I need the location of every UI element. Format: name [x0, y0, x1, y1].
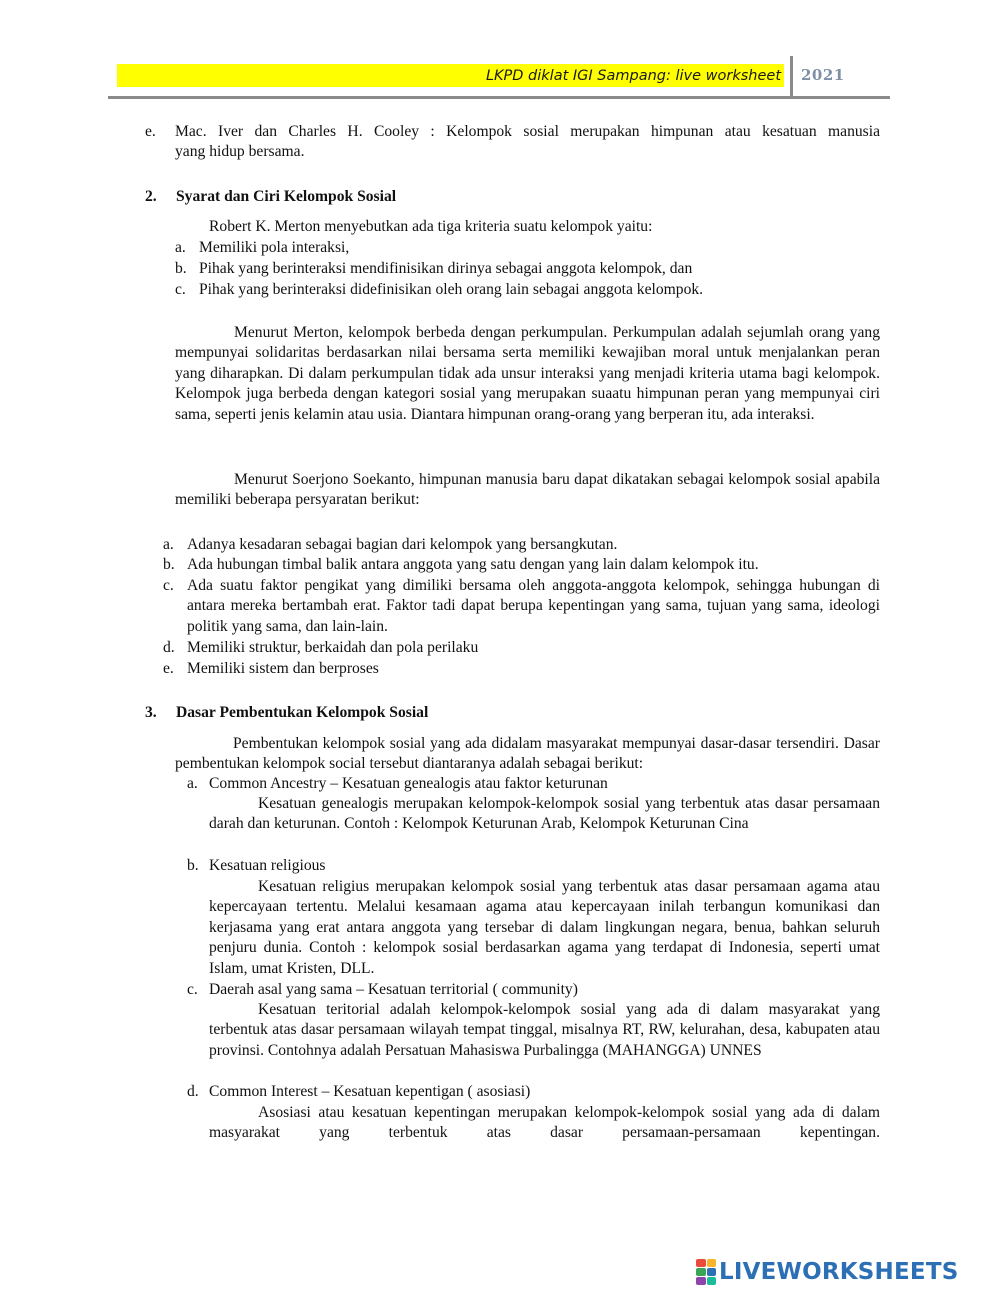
section-number: 2. [145, 188, 157, 205]
watermark-text: LIVEWORKSHEETS [719, 1259, 959, 1285]
list-item-text: Ada suatu faktor pengikat yang dimiliki bersama oleh anggota-anggota kelompok, sehingga hubungan di antara mereka bertambah erat. Faktor tadi dapat berupa kepentingan yang sama, tujuan yang sama, ideologi politik yang sama, dan lain-lain. [187, 577, 880, 635]
list-label: d. [187, 1083, 199, 1100]
list-label: b. [187, 857, 199, 874]
section-title: Syarat dan Ciri Kelompok Sosial [176, 188, 397, 205]
header-divider [790, 56, 793, 97]
logo-block [696, 1277, 706, 1285]
list-item-text: Pihak yang berinteraksi mendifinisikan dirinya sebagai anggota kelompok, dan [199, 260, 693, 277]
logo-block [707, 1259, 717, 1267]
list-label: e. [145, 123, 156, 140]
list-item-title: Daerah asal yang sama – Kesatuan territorial ( community) [209, 981, 578, 998]
paragraph-soekanto: Menurut Soerjono Soekanto, himpunan manusia baru dapat dikatakan sebagai kelompok sosial apabila memiliki beberapa persyaratan berikut: [175, 471, 880, 509]
liveworksheets-watermark [696, 1257, 958, 1287]
list-item-text: Pihak yang berinteraksi didefinisikan oleh orang lain sebagai anggota kelompok. [199, 281, 704, 298]
list-item-text: Adanya kesadaran sebagai bagian dari kelompok yang bersangkutan. [187, 536, 618, 553]
header-title: LKPD diklat IGI Sampang: live worksheet [485, 68, 781, 84]
section-number: 3. [145, 704, 157, 721]
logo-block [696, 1259, 706, 1267]
section-intro: Pembentukan kelompok sosial yang ada didalam masyarakat mempunyai dasar-dasar tersendiri. Dasar pembentukan kelompok social tersebut diantaranya adalah sebagai berikut: [175, 735, 880, 773]
list-item-text: Mac. Iver dan Charles H. Cooley : Kelompok sosial merupakan himpunan atau kesatuan manusia yang hidup bersama. [175, 123, 880, 161]
list-label: c. [163, 577, 174, 594]
list-item-text: Memiliki struktur, berkaidah dan pola perilaku [187, 639, 479, 656]
liveworksheets-logo-icon [696, 1259, 716, 1285]
list-item-title: Common Interest – Kesatuan kepentigan ( asosiasi) [209, 1083, 531, 1100]
list-label: b. [175, 260, 187, 277]
logo-block [707, 1268, 717, 1276]
list-label: a. [163, 536, 174, 553]
header-year: 2021 [801, 66, 845, 84]
list-item-text: Kesatuan genealogis merupakan kelompok-kelompok sosial yang terbentuk atas dasar persamaan darah dan keturunan. Contoh : Kelompok Keturunan Arab, Kelompok Keturunan Cina [209, 795, 880, 833]
list-label: d. [163, 639, 175, 656]
logo-block [707, 1277, 717, 1285]
list-label: a. [187, 775, 198, 792]
list-label: a. [175, 239, 186, 256]
list-item-text: Memiliki pola interaksi, [199, 239, 350, 256]
list-label: c. [187, 981, 198, 998]
list-item-title: Kesatuan religious [209, 857, 326, 874]
list-label: c. [175, 281, 186, 298]
logo-block [696, 1268, 706, 1276]
list-label: e. [163, 660, 174, 677]
list-item-text: Kesatuan religius merupakan kelompok sosial yang terbentuk atas dasar persamaan agama atau kepercayaan tertentu. Melalui kesamaan agama atau kepercayaan inilah terbangun komunikasi dan kerjasama yang erat antara anggota yang tersebar di dalam lingkungan negara, benua, bahkan seluruh penjuru dunia. Contoh : kelompok sosial berdasarkan agama yang terdapat di Indonesia, seperti umat Islam, umat Kristen, DLL. [209, 878, 880, 977]
list-item-title: Common Ancestry – Kesatuan genealogis atau faktor keturunan [209, 775, 608, 792]
section-title: Dasar Pembentukan Kelompok Sosial [176, 704, 429, 721]
list-label: b. [163, 556, 175, 573]
list-item-text: Kesatuan teritorial adalah kelompok-kelompok sosial yang ada di dalam masyarakat yang terbentuk atas dasar persamaan wilayah tempat tinggal, misalnya RT, RW, kelurahan, desa, kabupaten atau provinsi. Contohnya adalah Persatuan Mahasiswa Purbalingga (MAHANGGA) UNNES [209, 1001, 880, 1059]
section-intro: Robert K. Merton menyebutkan ada tiga kriteria suatu kelompok yaitu: [209, 218, 653, 235]
list-item-text: Ada hubungan timbal balik antara anggota yang satu dengan yang lain dalam kelompok itu. [187, 556, 759, 573]
list-item-text: Memiliki sistem dan berproses [187, 660, 379, 677]
paragraph-merton: Menurut Merton, kelompok berbeda dengan perkumpulan. Perkumpulan adalah sejumlah orang yang mempunyai solidaritas berdasarkan nilai bersama serta memiliki kewajiban moral untuk menjalankan peran yang diharapkan. Di dalam perkumpulan tidak ada unsur interaksi yang menjadi kriteria utama bagi kelompok. Kelompok juga berbeda dengan kategori sosial yang merupakan suaatu himpunan peran yang mempunyai ciri sama, seperti jenis kelamin atau usia. Diantara himpunan orang-orang yang berperan itu, ada interaksi. [175, 324, 880, 423]
header-rule [108, 96, 890, 99]
list-item-text: Asosiasi atau kesatuan kepentingan merupakan kelompok-kelompok sosial yang ada di dalam masyarakat yang terbentuk atas dasar persamaan-persamaan kepentingan. [209, 1104, 880, 1142]
